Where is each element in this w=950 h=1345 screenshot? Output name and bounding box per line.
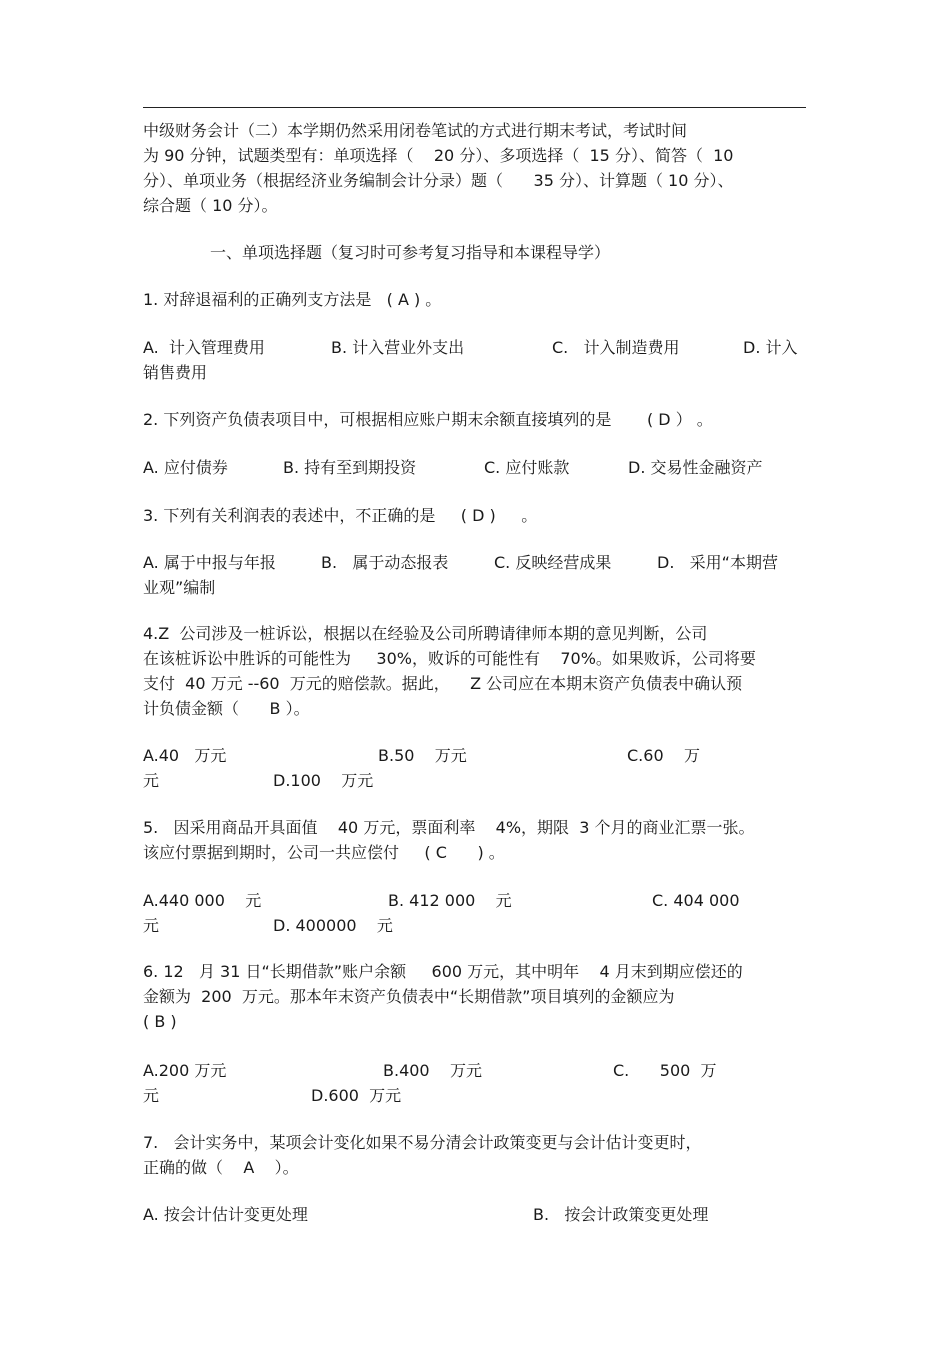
question-4-option-b: B.50 万元 (378, 746, 467, 765)
question-5-stem-1: 5. 因采用商品开具面值 40 万元，票面利率 4%，期限 3 个月的商业汇票一张。 (143, 818, 755, 837)
question-5-option-c-cont: 元 (143, 916, 160, 935)
question-6-option-c: C. 500 万 (613, 1061, 717, 1080)
question-4-option-c: C.60 万 (627, 746, 700, 765)
question-6-option-d: D.600 万元 (311, 1086, 402, 1105)
question-2-stem: 2. 下列资产负债表项目中，可根据相应账户期末余额直接填列的是 ( D ） 。 (143, 410, 713, 429)
question-6-option-a: A.200 万元 (143, 1061, 227, 1080)
intro-line-1: 中级财务会计（二）本学期仍然采用闭卷笔试的方式进行期末考试，考试时间 (143, 121, 688, 140)
question-6-option-c-cont: 元 (143, 1086, 160, 1105)
intro-line-2: 为 90 分钟，试题类型有：单项选择（ 20 分）、多项选择（ 15 分）、简答（ 10 (143, 146, 734, 165)
question-2-option-a: A. 应付债券 (143, 458, 228, 477)
question-7-option-b: B. 按会计政策变更处理 (533, 1205, 709, 1224)
question-4-stem-3: 支付 40 万元 --60 万元的赔偿款。据此， Z 公司应在本期末资产负债表中确认预 (143, 674, 743, 693)
question-1-option-d-cont: 销售费用 (143, 363, 208, 382)
question-4-option-d: D.100 万元 (273, 771, 374, 790)
question-1-option-b: B. 计入营业外支出 (331, 338, 465, 357)
intro-line-3: 分）、单项业务（根据经济业务编制会计分录）题（ 35 分）、计算题（ 10 分）、 (143, 171, 734, 190)
question-1-option-a: A. 计入管理费用 (143, 338, 265, 357)
header-rule (143, 107, 806, 108)
question-7-stem-2: 正确的做（ A ）。 (143, 1158, 299, 1177)
question-6-option-b: B.400 万元 (383, 1061, 482, 1080)
question-5-option-c: C. 404 000 (652, 891, 740, 910)
question-3-option-d-cont: 业观”编制 (143, 578, 216, 597)
question-1-stem: 1. 对辞退福利的正确列支方法是 ( A ) 。 (143, 290, 442, 309)
question-2-option-d: D. 交易性金融资产 (628, 458, 763, 477)
question-3-option-d: D. 采用“本期营 (657, 553, 778, 572)
question-6-stem-2: 金额为 200 万元。那本年末资产负债表中“长期借款”项目填列的金额应为 (143, 987, 675, 1006)
intro-line-4: 综合题（ 10 分）。 (143, 196, 278, 215)
question-3-option-b: B. 属于动态报表 (321, 553, 449, 572)
question-4-stem-4: 计负债金额（ B ）。 (143, 699, 310, 718)
question-6-stem-1: 6. 12 月 31 日“长期借款”账户余额 600 万元，其中明年 4 月末到期应偿还的 (143, 962, 743, 981)
question-6-stem-3: ( B ) (143, 1012, 177, 1031)
question-5-stem-2: 该应付票据到期时，公司一共应偿付 ( C ) 。 (143, 843, 505, 862)
question-5-option-b: B. 412 000 元 (388, 891, 512, 910)
section-title: 一、单项选择题（复习时可参考复习指导和本课程导学） (210, 243, 611, 262)
question-7-option-a: A. 按会计估计变更处理 (143, 1205, 308, 1224)
question-4-option-a: A.40 万元 (143, 746, 227, 765)
question-5-option-d: D. 400000 元 (273, 916, 393, 935)
question-7-stem-1: 7. 会计实务中，某项会计变化如果不易分清会计政策变更与会计估计变更时， (143, 1133, 702, 1152)
question-2-option-b: B. 持有至到期投资 (283, 458, 417, 477)
question-3-option-a: A. 属于中报与年报 (143, 553, 276, 572)
question-2-option-c: C. 应付账款 (484, 458, 570, 477)
question-4-stem-2: 在该桩诉讼中胜诉的可能性为 30%，败诉的可能性有 70%。如果败诉，公司将要 (143, 649, 756, 668)
question-3-stem: 3. 下列有关利润表的表述中，不正确的是 ( D ) 。 (143, 506, 538, 525)
question-3-option-c: C. 反映经营成果 (494, 553, 612, 572)
question-4-option-c-cont: 元 (143, 771, 160, 790)
question-1-option-c: C. 计入制造费用 (552, 338, 680, 357)
question-1-option-d: D. 计入 (743, 338, 798, 357)
question-5-option-a: A.440 000 元 (143, 891, 262, 910)
question-4-stem-1: 4.Z 公司涉及一桩诉讼，根据以在经验及公司所聘请律师本期的意见判断，公司 (143, 624, 708, 643)
